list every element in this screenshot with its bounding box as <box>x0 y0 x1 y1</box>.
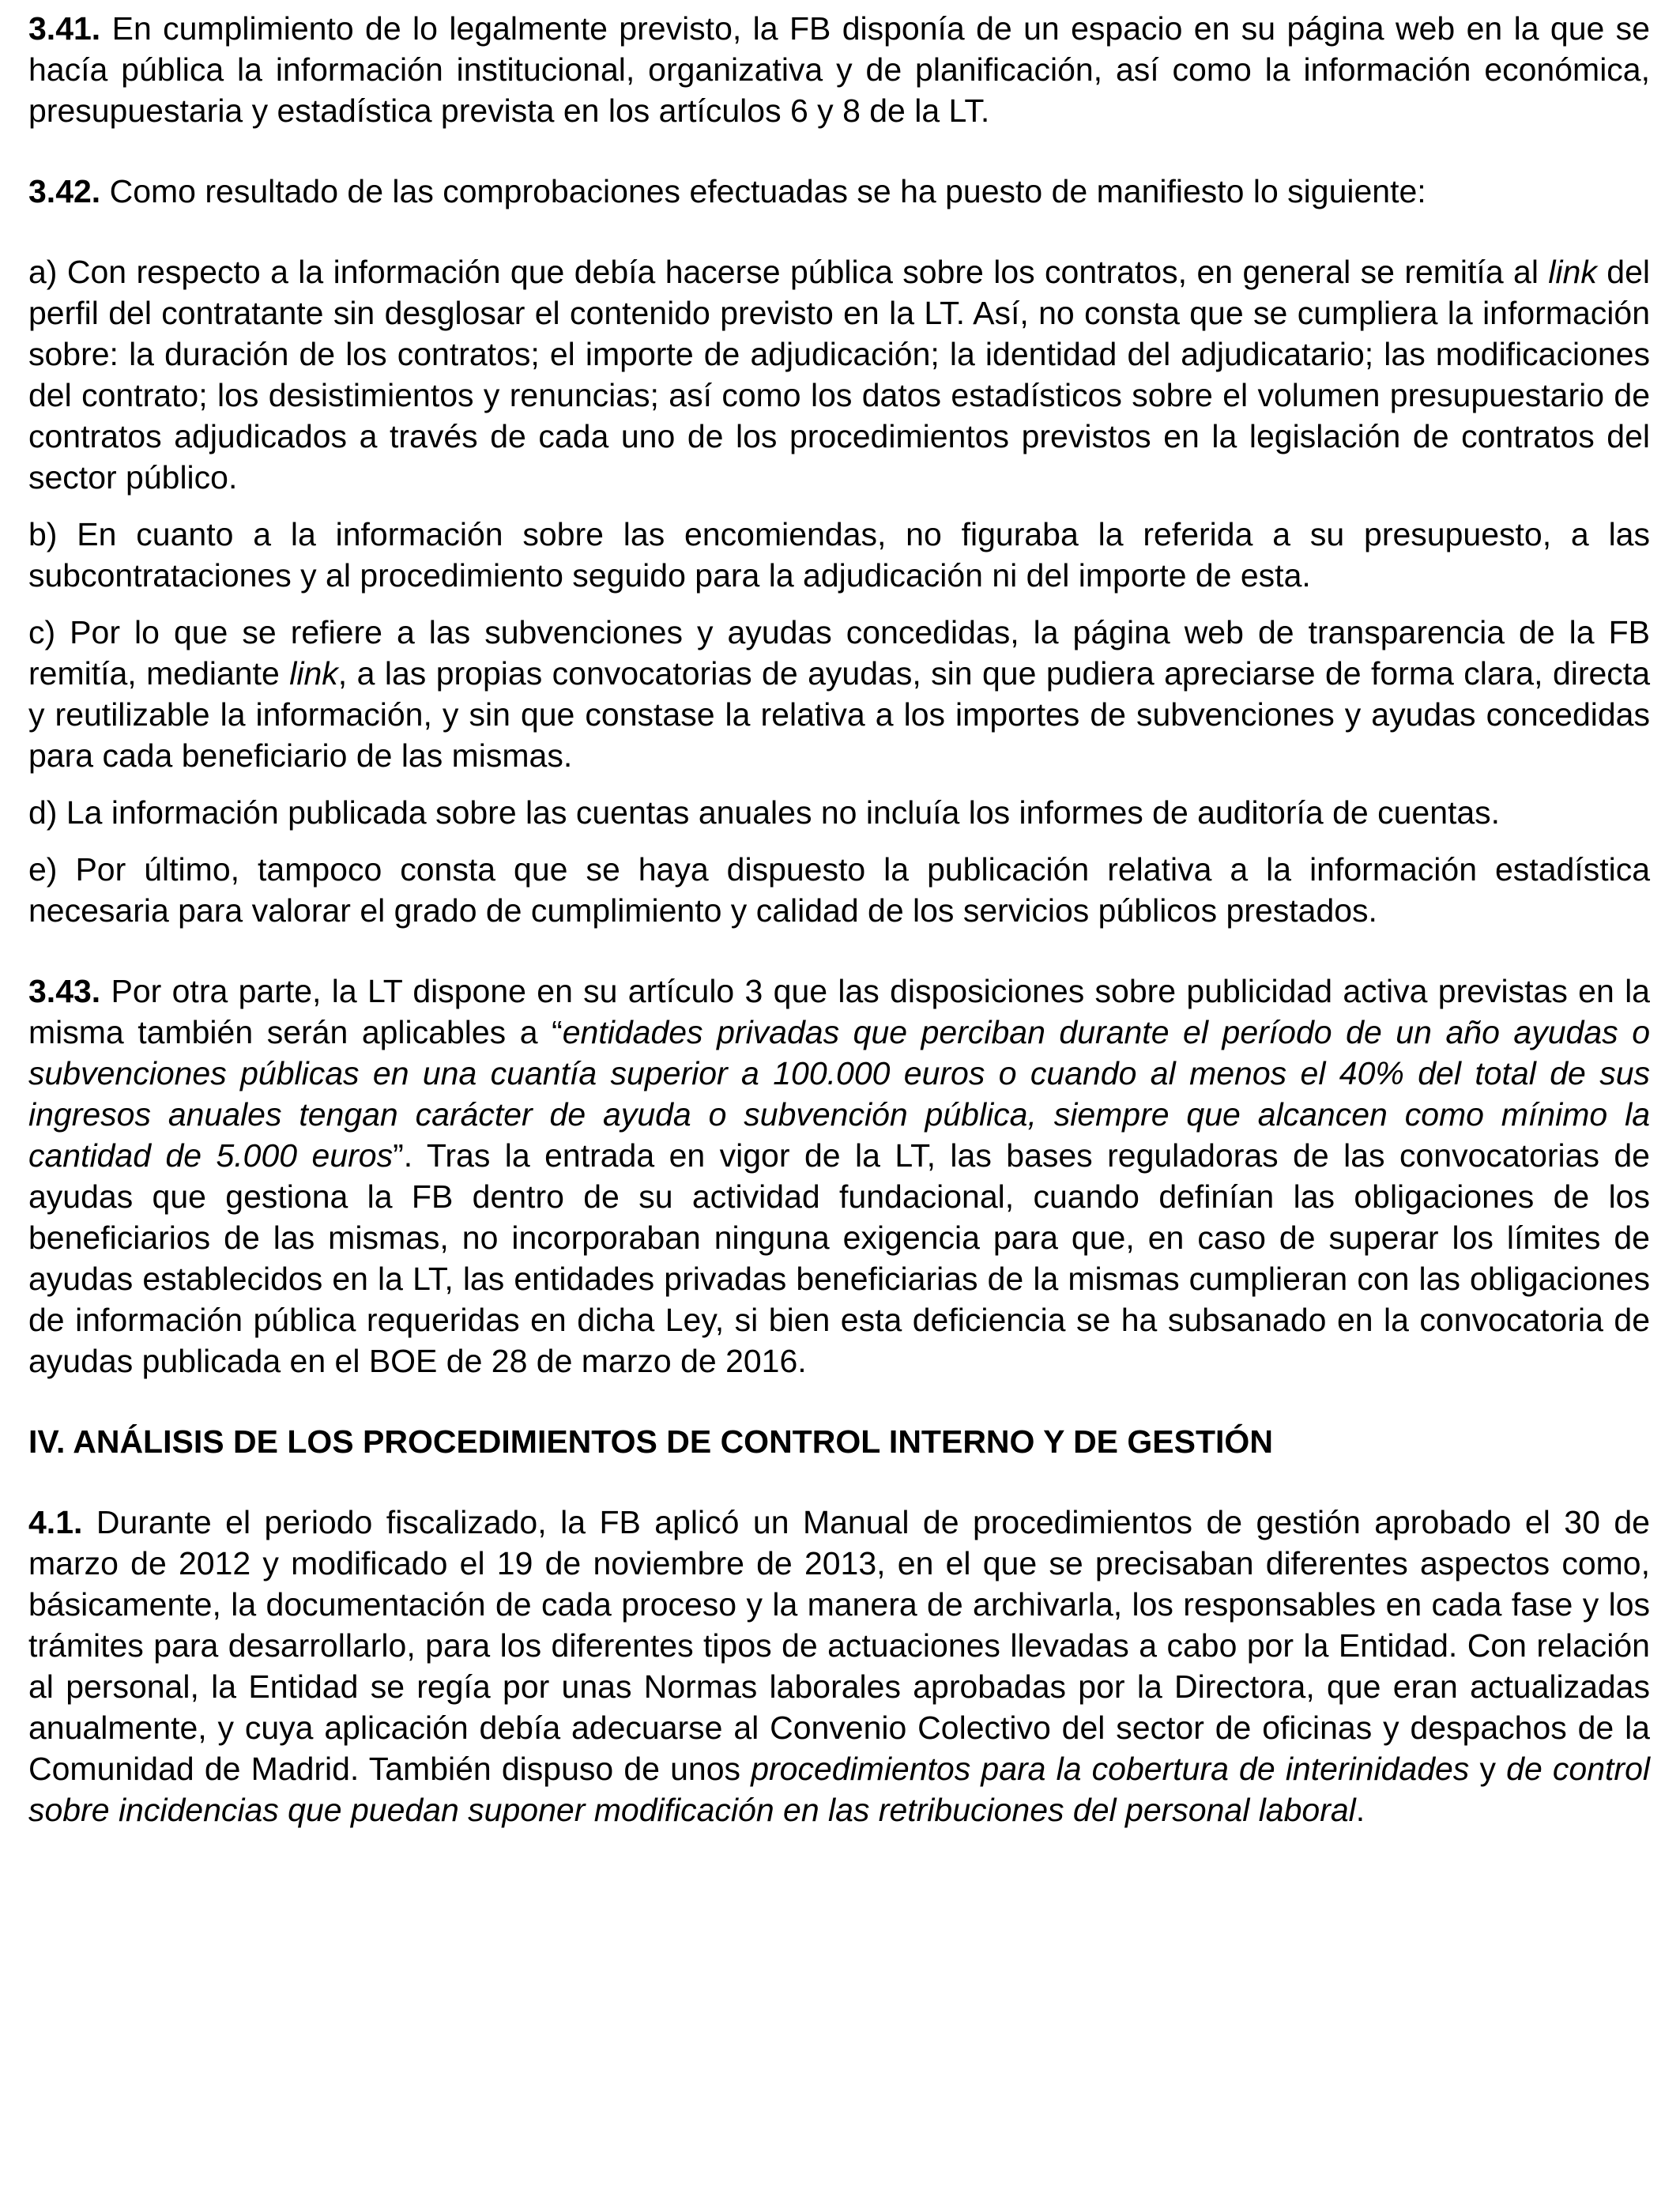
paragraph-4-1 <box>28 1502 1650 1830</box>
item-text-continued: del perfil del contratante sin desglosar el contenido previsto en la LT. Así, no consta que se cumpliera la información sobre: la duración de los contratos; el importe de adjudicación; la identidad del adjudicatario; las modificaciones del contrato; los desistimientos y renuncias; así como los datos estadísticos sobre el volumen presupuestario de contratos adjudicados a través de cada uno de los procedimientos previstos en la legislación de contratos del sector público. <box>28 254 1650 496</box>
item-text: d) La información publicada sobre las cuentas anuales no incluía los informes de auditoría de cuentas. <box>28 794 1501 831</box>
closing-punctuation: . <box>1355 1792 1365 1828</box>
list-item-e <box>28 849 1650 931</box>
item-italic-term: link <box>1548 254 1597 290</box>
list-item-d <box>28 792 1650 833</box>
section-heading: IV. ANÁLISIS DE LOS PROCEDIMIENTOS DE CONTROL INTERNO Y DE GESTIÓN <box>28 1423 1273 1460</box>
italic-term-2: de control sobre incidencias que puedan suponer modificación en las retribuciones del personal laboral <box>28 1751 1650 1828</box>
paragraph-number: 3.41. <box>28 10 101 47</box>
paragraph-number: 3.43. <box>28 973 101 1009</box>
paragraph-3-43 <box>28 971 1650 1382</box>
list-item-a <box>28 251 1650 498</box>
list-item-c <box>28 612 1650 776</box>
item-text: a) Con respecto a la información que debía hacerse pública sobre los contratos, en general se remitía al <box>28 254 1539 290</box>
item-text: e) Por último, tampoco consta que se haya dispuesto la publicación relativa a la información estadística necesaria para valorar el grado de cumplimiento y calidad de los servicios públicos prestados. <box>28 851 1650 929</box>
paragraph-number: 3.42. <box>28 173 101 209</box>
connector-text: y <box>1479 1751 1496 1787</box>
item-text: b) En cuanto a la información sobre las encomiendas, no figuraba la referida a su presupuesto, a las subcontrataciones y al procedimiento seguido para la adjudicación ni del importe de esta. <box>28 516 1650 594</box>
list-item-b <box>28 514 1650 596</box>
paragraph-3-42 <box>28 171 1650 212</box>
quoted-italic-text: entidades privadas que perciban durante el período de un año ayudas o subvenciones públicas en una cuantía superior a 100.000 euros o cuando al menos el 40% del total de sus ingresos anuales tengan carácter de ayuda o subvención pública, siempre que alcancen como mínimo la cantidad de 5.000 euros <box>28 1014 1650 1174</box>
document-page <box>28 8 1650 1830</box>
paragraph-text: Por otra parte, la LT dispone en su artículo 3 que las disposiciones sobre publicidad activa previstas en la misma también serán aplicables a “ <box>28 973 1650 1050</box>
paragraph-text: Durante el periodo fiscalizado, la FB aplicó un Manual de procedimientos de gestión aprobado el 30 de marzo de 2012 y modificado el 19 de noviembre de 2013, en el que se precisaban diferentes aspectos como, básicamente, la documentación de cada proceso y la manera de archivarla, los responsables en cada fase y los trámites para desarrollarlo, para los diferentes tipos de actuaciones llevadas a cabo por la Entidad. Con relación al personal, la Entidad se regía por unas Normas laborales aprobadas por la Directora, que eran actualizadas anualmente, y cuya aplicación debía adecuarse al Convenio Colectivo del sector de oficinas y despachos de la Comunidad de Madrid. También dispuso de unos <box>28 1504 1650 1787</box>
paragraph-3-41 <box>28 8 1650 131</box>
paragraph-text: En cumplimiento de lo legalmente previsto, la FB disponía de un espacio en su página web en la que se hacía pública la información institucional, organizativa y de planificación, así como la información económica, presupuestaria y estadística prevista en los artículos 6 y 8 de la LT. <box>28 10 1650 129</box>
paragraph-number: 4.1. <box>28 1504 83 1540</box>
item-text-continued: , a las propias convocatorias de ayudas, sin que pudiera apreciarse de forma clara, directa y reutilizable la información, y sin que constase la relativa a los importes de subvenciones y ayudas concedidas para cada beneficiario de las mismas. <box>28 655 1651 774</box>
paragraph-text: Como resultado de las comprobaciones efectuadas se ha puesto de manifiesto lo siguiente: <box>109 173 1426 209</box>
item-text: c) Por lo que se refiere a las subvenciones y ayudas concedidas, la página web de transparencia de la FB remitía, mediante <box>28 614 1650 692</box>
italic-term-1: procedimientos para la cobertura de interinidades <box>751 1751 1470 1787</box>
paragraph-text-continued: ”. Tras la entrada en vigor de la LT, las bases reguladoras de las convocatorias de ayudas que gestiona la FB dentro de su actividad fundacional, cuando definían las obligaciones de los beneficiarios de las mismas, no incorporaban ninguna exigencia para que, en caso de superar los límites de ayudas establecidos en la LT, las entidades privadas beneficiarias de la mismas cumplieran con las obligaciones de información pública requeridas en dicha Ley, si bien esta deficiencia se ha subsanado en la convocatoria de ayudas publicada en el BOE de 28 de marzo de 2016. <box>28 1137 1650 1379</box>
item-italic-term: link <box>289 655 338 692</box>
